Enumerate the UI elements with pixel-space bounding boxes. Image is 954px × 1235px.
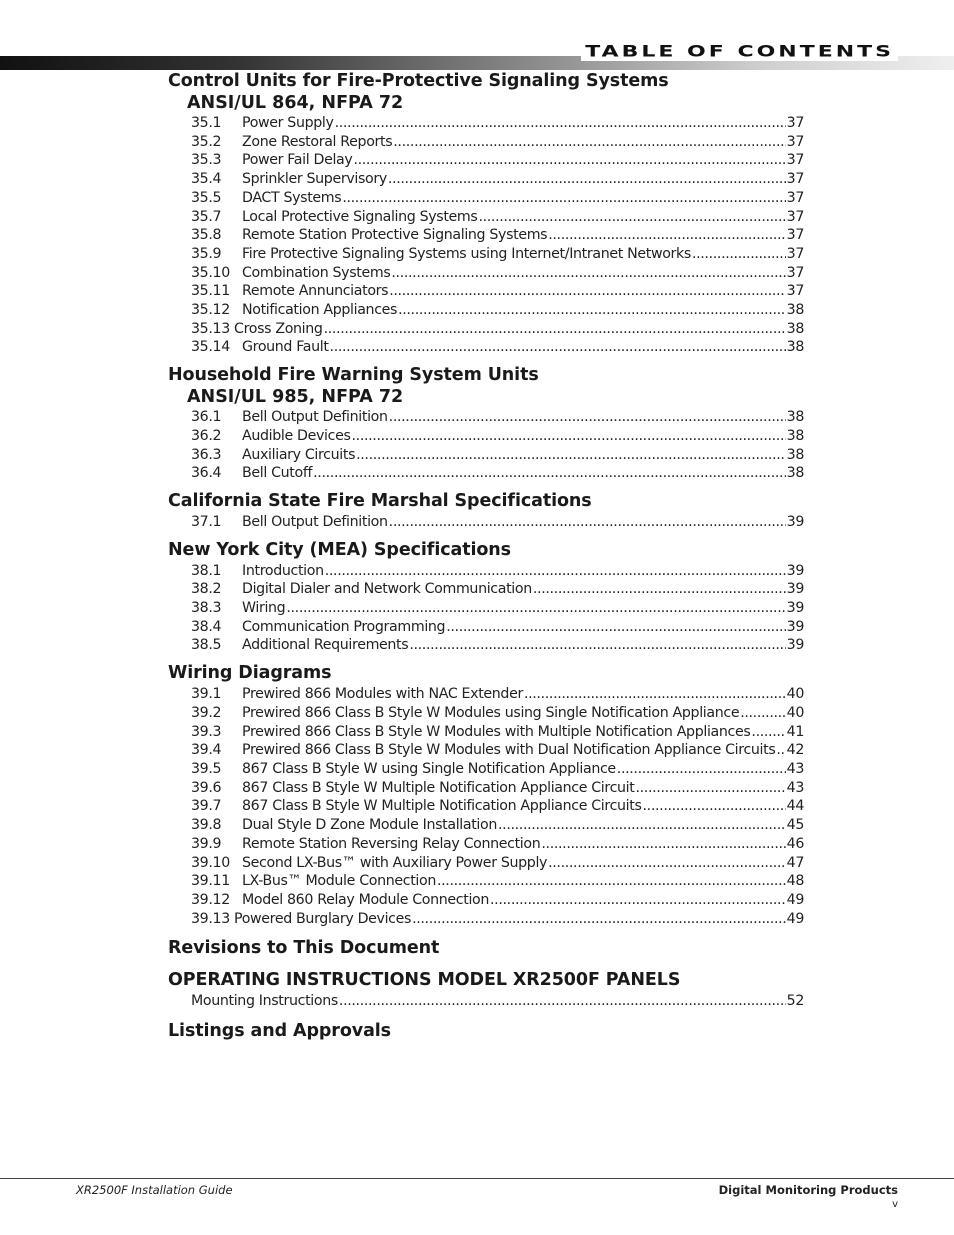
- toc-entry-title: Model 860 Relay Module Connection: [242, 891, 490, 908]
- toc-entry[interactable]: [191, 992, 804, 1011]
- toc-entry[interactable]: [191, 282, 804, 301]
- toc-entry-title: Audible Devices: [242, 427, 351, 444]
- section-spacer: [168, 655, 804, 662]
- toc-entry-title: 867 Class B Style W using Single Notification Appliance: [242, 760, 616, 777]
- toc-entry-page: 52: [786, 993, 804, 1010]
- dot-leader: [313, 464, 786, 483]
- dot-leader: [342, 189, 785, 208]
- toc-entry[interactable]: [191, 151, 804, 170]
- toc-entry-title: Prewired 866 Class B Style W Modules using Single Notification Appliance: [242, 704, 740, 721]
- toc-entry-page: 37: [786, 227, 804, 244]
- toc-entry-list: [168, 992, 804, 1011]
- toc-entry[interactable]: [191, 170, 804, 189]
- toc-entry-title: Communication Programming: [242, 618, 446, 635]
- toc-entry-title: Mounting Instructions: [191, 993, 338, 1010]
- page-title: TABLE OF CONTENTS: [581, 43, 898, 61]
- toc-entry-number: 36.3: [191, 446, 222, 463]
- toc-entry-page: 39: [786, 600, 804, 617]
- section-heading[interactable]: Listings and Approvals: [168, 1021, 391, 1042]
- dot-leader: [498, 816, 786, 835]
- toc-entry-title: Combination Systems: [242, 264, 391, 281]
- toc-entry-number: 39.3: [191, 723, 222, 740]
- toc-entry-list: [168, 408, 804, 483]
- toc-entry[interactable]: [191, 891, 804, 910]
- toc-entry-number: 38.2: [191, 581, 222, 598]
- toc-entry-number: 38.3: [191, 600, 222, 617]
- toc-entry[interactable]: [191, 226, 804, 245]
- toc-entry[interactable]: [191, 618, 804, 637]
- dot-leader: [437, 872, 786, 891]
- footer-divider: [0, 1178, 954, 1179]
- dot-leader: [389, 282, 785, 301]
- dot-leader: [324, 320, 786, 339]
- toc-entry-number: 39.2: [191, 704, 222, 721]
- dot-leader: [524, 685, 786, 704]
- table-of-contents: [168, 70, 804, 1043]
- toc-entry-page: 43: [786, 760, 804, 777]
- section-spacer: [168, 960, 804, 969]
- toc-entry-page: 42: [786, 742, 804, 759]
- toc-entry-title: Fire Protective Signaling Systems using Internet/Intranet Networks: [242, 245, 691, 262]
- toc-entry-title: Bell Output Definition: [242, 513, 388, 530]
- toc-entry[interactable]: [191, 264, 804, 283]
- toc-entry[interactable]: [191, 816, 804, 835]
- dot-leader: [533, 580, 786, 599]
- toc-entry-page: 38: [786, 409, 804, 426]
- toc-entry-number: 39.11: [191, 873, 230, 890]
- toc-entry-title: 867 Class B Style W Multiple Notification Appliance Circuits: [242, 798, 642, 815]
- toc-entry-title: Notification Appliances: [242, 302, 398, 319]
- toc-entry[interactable]: [191, 760, 804, 779]
- toc-entry-number: 35.4: [191, 171, 222, 188]
- toc-entry-number: 35.3: [191, 152, 222, 169]
- toc-entry-page: 49: [786, 891, 804, 908]
- toc-entry-page: 49: [786, 910, 804, 927]
- dot-leader: [353, 151, 785, 170]
- toc-entry-page: 38: [786, 320, 804, 337]
- toc-entry-number: 36.4: [191, 465, 222, 482]
- toc-entry-page: 37: [786, 189, 804, 206]
- toc-entry-page: 46: [786, 835, 804, 852]
- toc-entry-title: Auxiliary Circuits: [242, 446, 356, 463]
- toc-entry-number: 39.1: [191, 686, 222, 703]
- toc-entry-number: 35.5: [191, 189, 222, 206]
- dot-leader: [478, 208, 785, 227]
- toc-entry[interactable]: [191, 189, 804, 208]
- dot-leader: [740, 704, 785, 723]
- toc-entry-number: 35.14: [191, 339, 230, 356]
- toc-entry-page: 37: [786, 152, 804, 169]
- toc-entry[interactable]: [191, 513, 804, 532]
- toc-entry[interactable]: [191, 320, 804, 339]
- toc-entry-number: 39.9: [191, 835, 222, 852]
- toc-entry-title: Wiring: [242, 600, 286, 617]
- toc-entry[interactable]: [191, 245, 804, 264]
- dot-leader: [352, 427, 786, 446]
- toc-entry[interactable]: [191, 872, 804, 891]
- dot-leader: [356, 446, 786, 465]
- section-subheading: ANSI/UL 864, NFPA 72: [187, 93, 404, 113]
- toc-entry-page: 47: [786, 854, 804, 871]
- toc-entry-number: 37.1: [191, 513, 222, 530]
- toc-entry-title: Remote Station Reversing Relay Connection: [242, 835, 541, 852]
- section-heading[interactable]: Household Fire Warning System Units: [168, 365, 539, 386]
- toc-entry[interactable]: [191, 685, 804, 704]
- dot-leader: [389, 513, 786, 532]
- toc-entry-number: 38.4: [191, 618, 222, 635]
- toc-entry-number: 39.10: [191, 854, 230, 871]
- toc-entry-page: 39: [786, 637, 804, 654]
- dot-leader: [339, 992, 786, 1011]
- dot-leader: [409, 636, 785, 655]
- toc-entry[interactable]: [191, 910, 804, 929]
- section-heading[interactable]: Control Units for Fire-Protective Signaling Systems: [168, 71, 669, 91]
- footer-company-name: Digital Monitoring Products: [718, 1183, 898, 1197]
- dot-leader: [412, 910, 786, 929]
- toc-entry-number: 35.7: [191, 208, 222, 225]
- toc-entry-page: 39: [786, 618, 804, 635]
- toc-entry-number: 35.10: [191, 264, 230, 281]
- dot-leader: [391, 264, 785, 283]
- toc-entry-list: [168, 562, 804, 656]
- toc-entry[interactable]: [191, 301, 804, 320]
- toc-entry-title: Remote Annunciators: [242, 283, 389, 300]
- toc-entry-page: 37: [786, 115, 804, 131]
- toc-entry-title: Zone Restoral Reports: [242, 133, 393, 150]
- toc-entry-number: 36.1: [191, 409, 222, 426]
- dot-leader: [286, 599, 785, 618]
- dot-leader: [751, 723, 785, 742]
- section-subheading: ANSI/UL 985, NFPA 72: [187, 387, 404, 408]
- section-heading[interactable]: California State Fire Marshal Specifications: [168, 490, 592, 511]
- toc-entry[interactable]: [191, 797, 804, 816]
- section-heading[interactable]: Wiring Diagrams: [168, 663, 332, 684]
- toc-entry-page: 37: [786, 171, 804, 188]
- toc-entry-number: 39.4: [191, 742, 222, 759]
- toc-entry[interactable]: [191, 854, 804, 873]
- toc-entry-page: 38: [786, 339, 804, 356]
- dot-leader: [398, 301, 786, 320]
- toc-entry-title: Additional Requirements: [242, 637, 409, 654]
- dot-leader: [388, 170, 786, 189]
- toc-entry-title: Introduction: [242, 562, 324, 579]
- footer-document-title: XR2500F Installation Guide: [76, 1183, 233, 1197]
- toc-entry-page: 37: [786, 133, 804, 150]
- toc-entry-page: 38: [786, 302, 804, 319]
- toc-entry[interactable]: [191, 446, 804, 465]
- toc-entry-number: 39.6: [191, 779, 222, 796]
- toc-entry-page: 40: [786, 704, 804, 721]
- toc-entry[interactable]: [191, 427, 804, 446]
- toc-entry-page: 37: [786, 264, 804, 281]
- section-spacer: [168, 483, 804, 490]
- toc-entry[interactable]: [191, 779, 804, 798]
- toc-entry[interactable]: [191, 599, 804, 618]
- toc-entry-title: Remote Station Protective Signaling Systems: [242, 227, 548, 244]
- toc-entry-number: 35.12: [191, 302, 230, 319]
- toc-entry-page: 40: [786, 686, 804, 703]
- toc-entry-title: Dual Style D Zone Module Installation: [242, 817, 497, 834]
- toc-entry-title: Prewired 866 Modules with NAC Extender: [242, 686, 523, 703]
- toc-entry[interactable]: [191, 704, 804, 723]
- toc-entry-page: 45: [786, 817, 804, 834]
- toc-entry-page: 39: [786, 581, 804, 598]
- dot-leader: [548, 226, 785, 245]
- toc-entry-page: 43: [786, 779, 804, 796]
- toc-entry-page: 38: [786, 465, 804, 482]
- toc-entry-number: 38.1: [191, 562, 222, 579]
- toc-entry[interactable]: [191, 133, 804, 152]
- section-heading[interactable]: Revisions to This Document: [168, 938, 440, 959]
- dot-leader: [446, 618, 785, 637]
- section-spacer: [168, 357, 804, 364]
- toc-entry-number: 35.2: [191, 133, 222, 150]
- dot-leader: [325, 562, 786, 581]
- dot-leader: [541, 835, 785, 854]
- toc-entry-page: 39: [786, 513, 804, 530]
- toc-entry-number: 39.12: [191, 891, 230, 908]
- section-heading[interactable]: OPERATING INSTRUCTIONS MODEL XR2500F PANELS: [168, 970, 681, 991]
- toc-entry-page: 41: [786, 723, 804, 740]
- dot-leader: [490, 891, 786, 910]
- toc-entry-number: 39.8: [191, 817, 222, 834]
- toc-entry-number: 39.7: [191, 798, 222, 815]
- toc-entry[interactable]: [191, 636, 804, 655]
- dot-leader: [643, 797, 786, 816]
- toc-entry-number: 39.5: [191, 760, 222, 777]
- toc-entry-title: Sprinkler Supervisory: [242, 171, 387, 188]
- toc-entry[interactable]: [191, 835, 804, 854]
- toc-entry-page: 37: [786, 283, 804, 300]
- toc-entry-list: [168, 513, 804, 532]
- toc-entry[interactable]: [191, 114, 804, 133]
- toc-entry-title: 867 Class B Style W Multiple Notification Appliance Circuit: [242, 779, 635, 796]
- toc-entry-title: Bell Cutoff: [242, 465, 313, 482]
- toc-entry-title: Digital Dialer and Network Communication: [242, 581, 532, 598]
- toc-entry[interactable]: [191, 464, 804, 483]
- toc-entry-title: LX-Bus™ Module Connection: [242, 873, 436, 890]
- toc-entry-page: 44: [786, 798, 804, 815]
- toc-entry-list: [168, 685, 804, 928]
- toc-entry-number: 35.8: [191, 227, 222, 244]
- toc-entry-number: 35.9: [191, 245, 222, 262]
- toc-entry[interactable]: [191, 208, 804, 227]
- toc-entry-page: 38: [786, 446, 804, 463]
- section-heading[interactable]: New York City (MEA) Specifications: [168, 539, 511, 560]
- toc-entry-page: 39: [786, 562, 804, 579]
- toc-entry[interactable]: [191, 723, 804, 742]
- toc-entry-number: 38.5: [191, 637, 222, 654]
- toc-entry-title: Power Supply: [242, 115, 334, 131]
- toc-entry-title: Prewired 866 Class B Style W Modules with Dual Notification Appliance Circuits: [242, 742, 776, 759]
- section-spacer: [168, 532, 804, 539]
- dot-leader: [692, 245, 786, 264]
- toc-entry-title: 35.13 Cross Zoning: [191, 320, 323, 337]
- dot-leader: [330, 338, 786, 357]
- dot-leader: [635, 779, 785, 798]
- toc-entry-title: Local Protective Signaling Systems: [242, 208, 478, 225]
- toc-entry-title: DACT Systems: [242, 189, 342, 206]
- toc-entry-title: Bell Output Definition: [242, 409, 388, 426]
- toc-entry-title: Power Fail Delay: [242, 152, 353, 169]
- toc-entry-title: Ground Fault: [242, 339, 329, 356]
- toc-entry-page: 37: [786, 208, 804, 225]
- toc-entry-list: [168, 114, 804, 357]
- toc-entry-number: 35.1: [191, 115, 222, 131]
- dot-leader: [335, 114, 786, 133]
- toc-entry-number: 36.2: [191, 427, 222, 444]
- section-spacer: [168, 928, 804, 937]
- section-spacer: [168, 1011, 804, 1020]
- toc-entry[interactable]: [191, 562, 804, 581]
- toc-entry-number: 35.11: [191, 283, 230, 300]
- toc-entry-title: 39.13 Powered Burglary Devices: [191, 910, 412, 927]
- toc-entry-page: 38: [786, 427, 804, 444]
- toc-entry-title: Prewired 866 Class B Style W Modules with Multiple Notification Appliances: [242, 723, 751, 740]
- toc-entry[interactable]: [191, 338, 804, 357]
- toc-entry-page: 48: [786, 873, 804, 890]
- dot-leader: [389, 408, 786, 427]
- dot-leader: [548, 854, 786, 873]
- toc-entry[interactable]: [191, 741, 804, 760]
- toc-entry-page: 37: [786, 245, 804, 262]
- dot-leader: [393, 133, 785, 152]
- dot-leader: [617, 760, 786, 779]
- footer-page-number: v: [892, 1199, 898, 1210]
- toc-entry-title: Second LX-Bus™ with Auxiliary Power Supply: [242, 854, 548, 871]
- toc-entry[interactable]: [191, 408, 804, 427]
- toc-entry[interactable]: [191, 580, 804, 599]
- dot-leader: [776, 741, 785, 760]
